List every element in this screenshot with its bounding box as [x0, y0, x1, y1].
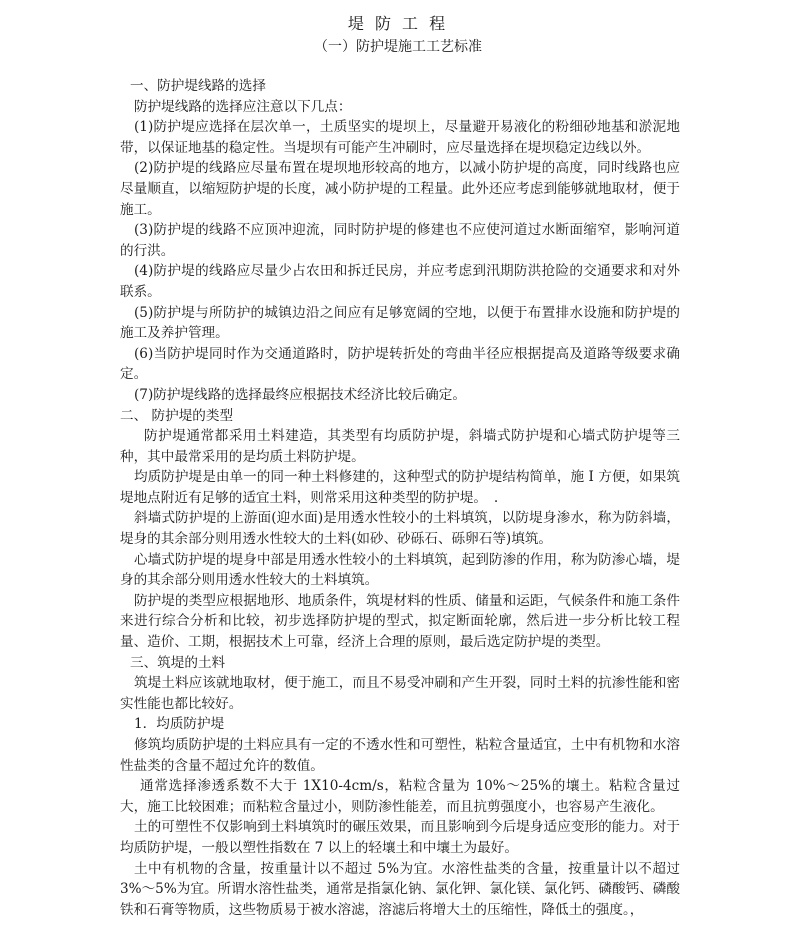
- paragraph: 防护堤通常都采用土料建造，其类型有均质防护堤，斜墙式防护堤和心墙式防护堤等三种，其中最常采用的是均质土料防护堤。: [120, 428, 680, 465]
- paragraph: (4)防护堤的线路应尽量少占农田和拆迁民房，并应考虑到汛期防洪抢险的交通要求和对外联系。: [120, 263, 680, 300]
- paragraph: (5)防护堤与所防护的城镇边沿之间应有足够宽阔的空地，以便于布置排水设施和防护堤的施工及养护管理。: [120, 304, 680, 342]
- paragraph: 1．均质防护堤: [134, 716, 225, 733]
- paragraph: (1)防护堤应选择在层次单一，土质坚实的堤坝上，尽量避开易液化的粉细砂地基和淤泥地带，以保证地基的稳定性。当堤坝有可能产生冲刷时，应尽量选择在堤坝稳定边线以外。: [120, 119, 680, 156]
- document-title: 堤 防 工 程: [347, 14, 449, 33]
- paragraph: 防护堤的类型应根据地形、地质条件，筑堤材料的性质、储量和运距，气候条件和施工条件来进行综合分析和比较，初步选择防护堤的型式，拟定断面轮廓，然后进一步分析比较工程量、造价、工期，根据技术上可靠，经济上合理的原则，最后选定防护堤的类型。: [120, 592, 680, 651]
- paragraph: 通常选择渗透系数不大于 1X10-4cm/s，粘粒含量为 10%～25%的壤土。粘粒含量过大，施工比较困难；而粘粒含量过小，则防渗性能差，而且抗剪强度小，也容易产生液化。: [120, 778, 680, 815]
- document-subtitle: （一）防护堤施工工艺标准: [314, 39, 482, 55]
- section-heading: 一、防护堤线路的选择: [130, 78, 266, 94]
- section-heading: 二、 防护堤的类型: [120, 407, 234, 424]
- paragraph: 土的可塑性不仅影响到土料填筑时的碾压效果，而且影响到今后堤身适应变形的能力。对于均质防护堤，一般以塑性指数在 7 以上的轻壤土和中壤土为最好。: [120, 819, 680, 856]
- paragraph: (6)当防护堤同时作为交通道路时，防护堤转折处的弯曲半径应根据提高及道路等级要求确定。: [120, 345, 680, 383]
- paragraph: (7)防护堤线路的选择最终应根据技术经济比较后确定。: [134, 386, 466, 403]
- paragraph: 斜墙式防护堤的上游面(迎水面)是用透水性较小的土料填筑，以防堤身渗水，称为防斜墙，堤身的其余部分则用透水性较大的土料(如砂、砂砾石、砾卵石等)填筑。: [120, 510, 680, 548]
- paragraph: 土中有机物的含量，按重量计以不超过 5%为宜。水溶性盐类的含量，按重量计以不超过 3%～5%为宜。所谓水溶性盐类，通常是指氯化钠、氯化钾、氯化镁、氯化钙、磷酸钙、磷酸铁和石膏等物质，这些物质易于被水溶滤，溶滤后将增大土的压缩性，降低土的强度。，: [120, 860, 680, 918]
- paragraph: (2)防护堤的线路应尽量布置在堤坝地形较高的地方，以减小防护堤的高度，同时线路也应尽量顺直，以缩短防护堤的长度，减小防护堤的工程量。此外还应考虑到能够就地取材，便于施工。: [120, 160, 680, 218]
- document-body: [120, 76, 680, 920]
- paragraph: 均质防护堤是由单一的同一种土料修建的，这种型式的防护堤结构简单，施 I 方便，如果筑堤地点附近有足够的适宜土料，则常采用这种类型的防护堤。 .: [120, 469, 680, 506]
- paragraph: 心墙式防护堤的堤身中部是用透水性较小的土料填筑，起到防渗的作用，称为防渗心墙，堤身的其余部分则用透水性较大的土料填筑。: [120, 551, 680, 589]
- section-heading: 三、筑堤的土料: [130, 654, 226, 671]
- paragraph: (3)防护堤的线路不应顶冲迎流，同时防护堤的修建也不应使河道过水断面缩窄，影响河道的行洪。: [120, 222, 680, 259]
- paragraph: 筑堤土料应该就地取材，便于施工，而且不易受冲刷和产生开裂，同时土料的抗渗性能和密实性能也都比较好。: [120, 675, 680, 712]
- paragraph: 修筑均质防护堤的土料应具有一定的不透水性和可塑性，粘粒含量适宜，土中有机物和水溶性盐类的含量不超过允许的数值。: [120, 737, 680, 774]
- paragraph: 防护堤线路的选择应注意以下几点：: [134, 98, 352, 115]
